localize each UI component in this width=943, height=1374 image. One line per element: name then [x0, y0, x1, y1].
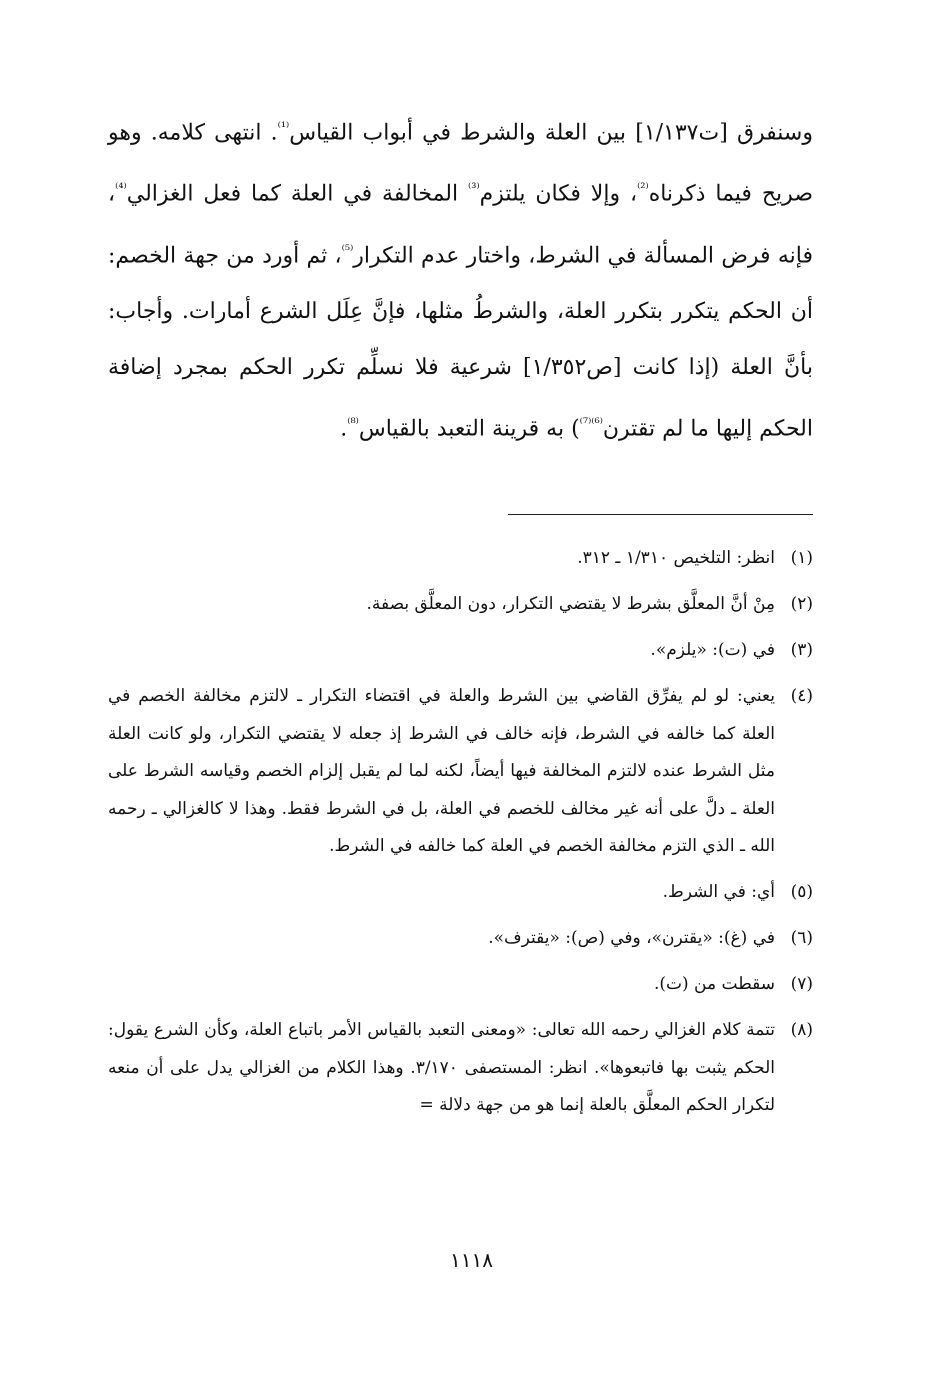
main-text-segment: وسنفرق [ت١/١٣٧] بين العلة والشرط في أبواب القياس [289, 120, 813, 146]
main-text-segment: . [340, 416, 348, 442]
footnote-ref: ⁽³⁾ [468, 181, 480, 197]
footnote-text: يعني: لو لم يفرِّق القاضي بين الشرط والعلة في اقتضاء التكرار ـ لالتزم مخالفة الخصم في العلة كما خالفه في الشرط، فإنه خالف في الشرط إذ جعله لا يقتضي التكرار، ولو كانت العلة مثل الشرط عنده لالتزم المخالفة فيها أيضاً، لكنه لما لم يقبل إلزام الخصم وقياسه الشرط على العلة ـ دلَّ على أنه غير مخالف للخصم في العلة، بل في الشرط فقط. وهذا لا كالغزالي ـ رحمه الله ـ الذي التزم مخالفة الخصم في العلة كما خالفه في الشرط. [108, 686, 775, 856]
footnotes [108, 540, 813, 1133]
footnote-separator [508, 514, 813, 515]
footnote-item [108, 632, 813, 670]
footnote-number: (٢) [790, 594, 813, 614]
main-text-segment: ، وإلا فكان يلتزم [479, 181, 638, 207]
main-text-segment: ، فإنه فرض المسألة في الشرط، واختار عدم التكرار [108, 181, 813, 268]
footnote-ref: ⁽⁸⁾ [347, 415, 359, 431]
footnote-item [108, 874, 813, 912]
footnote-item [108, 1012, 813, 1125]
main-text [108, 100, 813, 457]
main-text-segment: ) به قرينة التعبد بالقياس [358, 416, 580, 442]
footnote-item [108, 586, 813, 624]
footnote-item [108, 678, 813, 866]
page-body [108, 100, 813, 1115]
footnote-ref: ⁽⁴⁾ [115, 181, 127, 197]
footnote-text: أي: في الشرط. [662, 882, 775, 902]
footnote-number: (٤) [790, 686, 813, 706]
footnote-text: في (ت): «يلزم». [650, 640, 775, 660]
footnote-item [108, 966, 813, 1004]
footnote-text: في (غ): «يقترن»، وفي (ص): «يقترف». [488, 928, 775, 948]
footnote-text: تتمة كلام الغزالي رحمه الله تعالى: «ومعنى التعبد بالقياس الأمر باتباع العلة، وكأن الشرع يقول: الحكم يثبت بها فاتبعوها». انظر: المستصفى ٣/١٧٠. وهذا الكلام من الغزالي يدل على أن منعه لتكرار الحكم المعلَّق بالعلة إنما هو من جهة دلالة = [108, 1020, 775, 1115]
footnote-number: (١) [790, 548, 813, 568]
footnote-number: (٣) [790, 640, 813, 660]
footnote-item [108, 920, 813, 958]
main-text-segment: . انتهى كلامه. وهو صريح فيما ذكرناه [108, 120, 813, 207]
footnote-number: (٦) [790, 928, 813, 948]
footnote-number: (٨) [790, 1020, 813, 1040]
footnote-number: (٧) [790, 974, 813, 994]
footnote-text: سقطت من (ت). [653, 974, 775, 994]
page-number: ١١١٨ [450, 1248, 493, 1272]
footnote-ref: ⁽⁵⁾ [341, 242, 354, 258]
footnote-text: انظر: التلخيص ١/٣١٠ ـ ٣١٢. [577, 548, 775, 568]
footnote-ref: ⁽¹⁾ [277, 120, 290, 135]
main-paragraph [108, 100, 813, 457]
footnote-text: مِنْ أنَّ المعلَّق بشرط لا يقتضي التكرار، دون المعلَّق بصفة. [366, 594, 775, 614]
footnote-ref: ⁽⁶⁾⁽⁷⁾ [579, 415, 603, 431]
main-text-segment: ، ثم أورد من جهة الخصم: أن الحكم يتكرر بتكرر العلة، والشرطُ مثلها، فإنَّ عِلَل الشرع أمارات. وأجاب: بأنَّ العلة (إذا كانت [ص١/٣٥٢] شرعية فلا نسلِّم تكرر الحكم بمجرد إضافة الحكم إليها ما لم تقترن [108, 242, 813, 442]
footnote-number: (٥) [790, 882, 813, 902]
footnote-item [108, 540, 813, 578]
main-text-segment: المخالفة في العلة كما فعل الغزالي [126, 181, 469, 207]
footnote-ref: ⁽²⁾ [637, 181, 649, 197]
